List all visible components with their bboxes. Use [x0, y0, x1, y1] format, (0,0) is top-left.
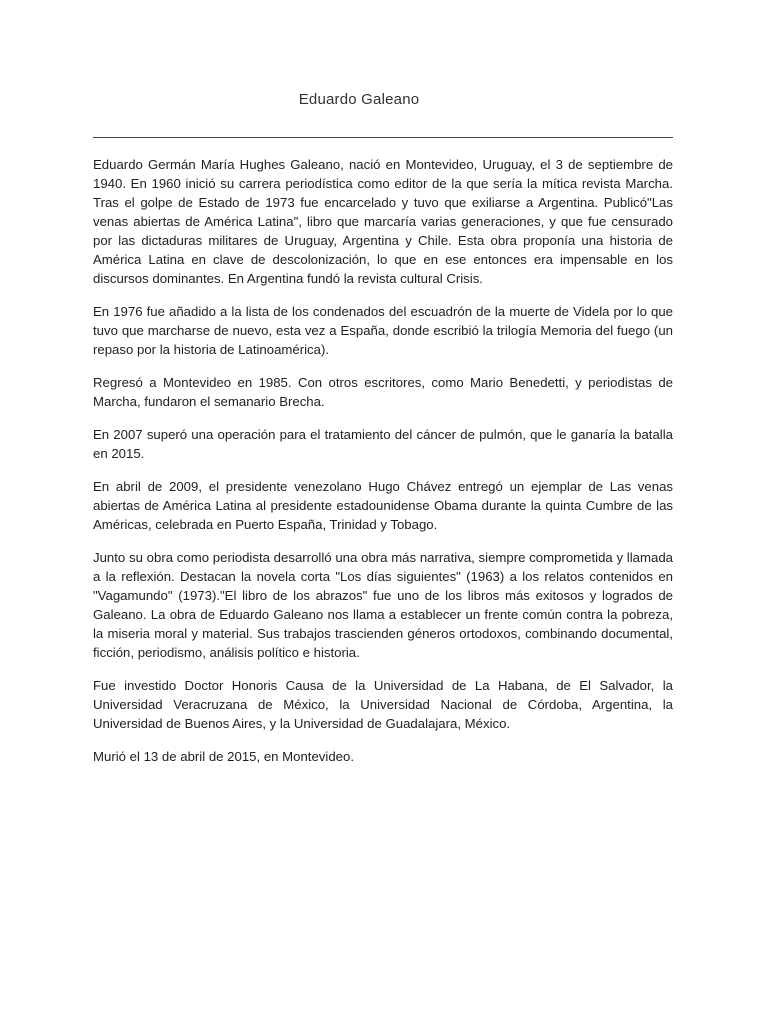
paragraph-illness: En 2007 superó una operación para el tratamiento del cáncer de pulmón, que le ganaría la batalla en 2015. — [93, 427, 673, 461]
paragraph-return-montevideo: Regresó a Montevideo en 1985. Con otros escritores, como Mario Benedetti, y periodistas de Marcha, fundaron el semanario Brecha. — [93, 375, 673, 409]
document-body — [93, 155, 673, 780]
document-title: Eduardo Galeano — [298, 91, 420, 108]
title-divider — [93, 137, 673, 138]
paragraph-narrative-work: Junto su obra como periodista desarrolló una obra más narrativa, siempre comprometida y llamada a la reflexión. Destacan la novela corta "Los días siguientes" (1963) a los relatos contenidos en "Vagamundo" (1973)."El libro de los abrazos" fue uno de los libros más exitosos y logrados de Galeano. La obra de Eduardo Galeano nos llama a establecer un frente común contra la pobreza, la miseria moral y material. Sus trabajos trascienden géneros ortodoxos, combinando documental, ficción, periodismo, análisis político e historia. — [93, 550, 673, 660]
paragraph-death: Murió el 13 de abril de 2015, en Montevideo. — [93, 749, 354, 764]
paragraph-exile-spain: En 1976 fue añadido a la lista de los condenados del escuadrón de la muerte de Videla por lo que tuvo que marcharse de nuevo, esta vez a España, donde escribió la trilogía Memoria del fuego (un repaso por la historia de Latinoamérica). — [93, 304, 673, 357]
paragraph-chavez-obama: En abril de 2009, el presidente venezolano Hugo Chávez entregó un ejemplar de Las venas abiertas de América Latina al presidente estadounidense Obama durante la quinta Cumbre de las Américas, celebrada en Puerto España, Trinidad y Tobago. — [93, 479, 673, 532]
paragraph-biography-intro: Eduardo Germán María Hughes Galeano, nació en Montevideo, Uruguay, el 3 de septiembre de 1940. En 1960 inició su carrera periodística como editor de la que sería la mítica revista Marcha. Tras el golpe de Estado de 1973 fue encarcelado y tuvo que exiliarse a Argentina. Publicó"Las venas abiertas de América Latina", libro que marcaría varias generaciones, y que fue censurado por las dictaduras militares de Uruguay, Argentina y Chile. Esta obra proponía una historia de América Latina en clave de descolonización, lo que en ese entonces era impensable en los discursos dominantes. En Argentina fundó la revista cultural Crisis. — [93, 157, 673, 286]
paragraph-honorary-doctorates: Fue investido Doctor Honoris Causa de la Universidad de La Habana, de El Salvador, la Universidad Veracruzana de México, la Universidad Nacional de Córdoba, Argentina, la Universidad de Buenos Aires, y la Universidad de Guadalajara, México. — [93, 678, 673, 731]
